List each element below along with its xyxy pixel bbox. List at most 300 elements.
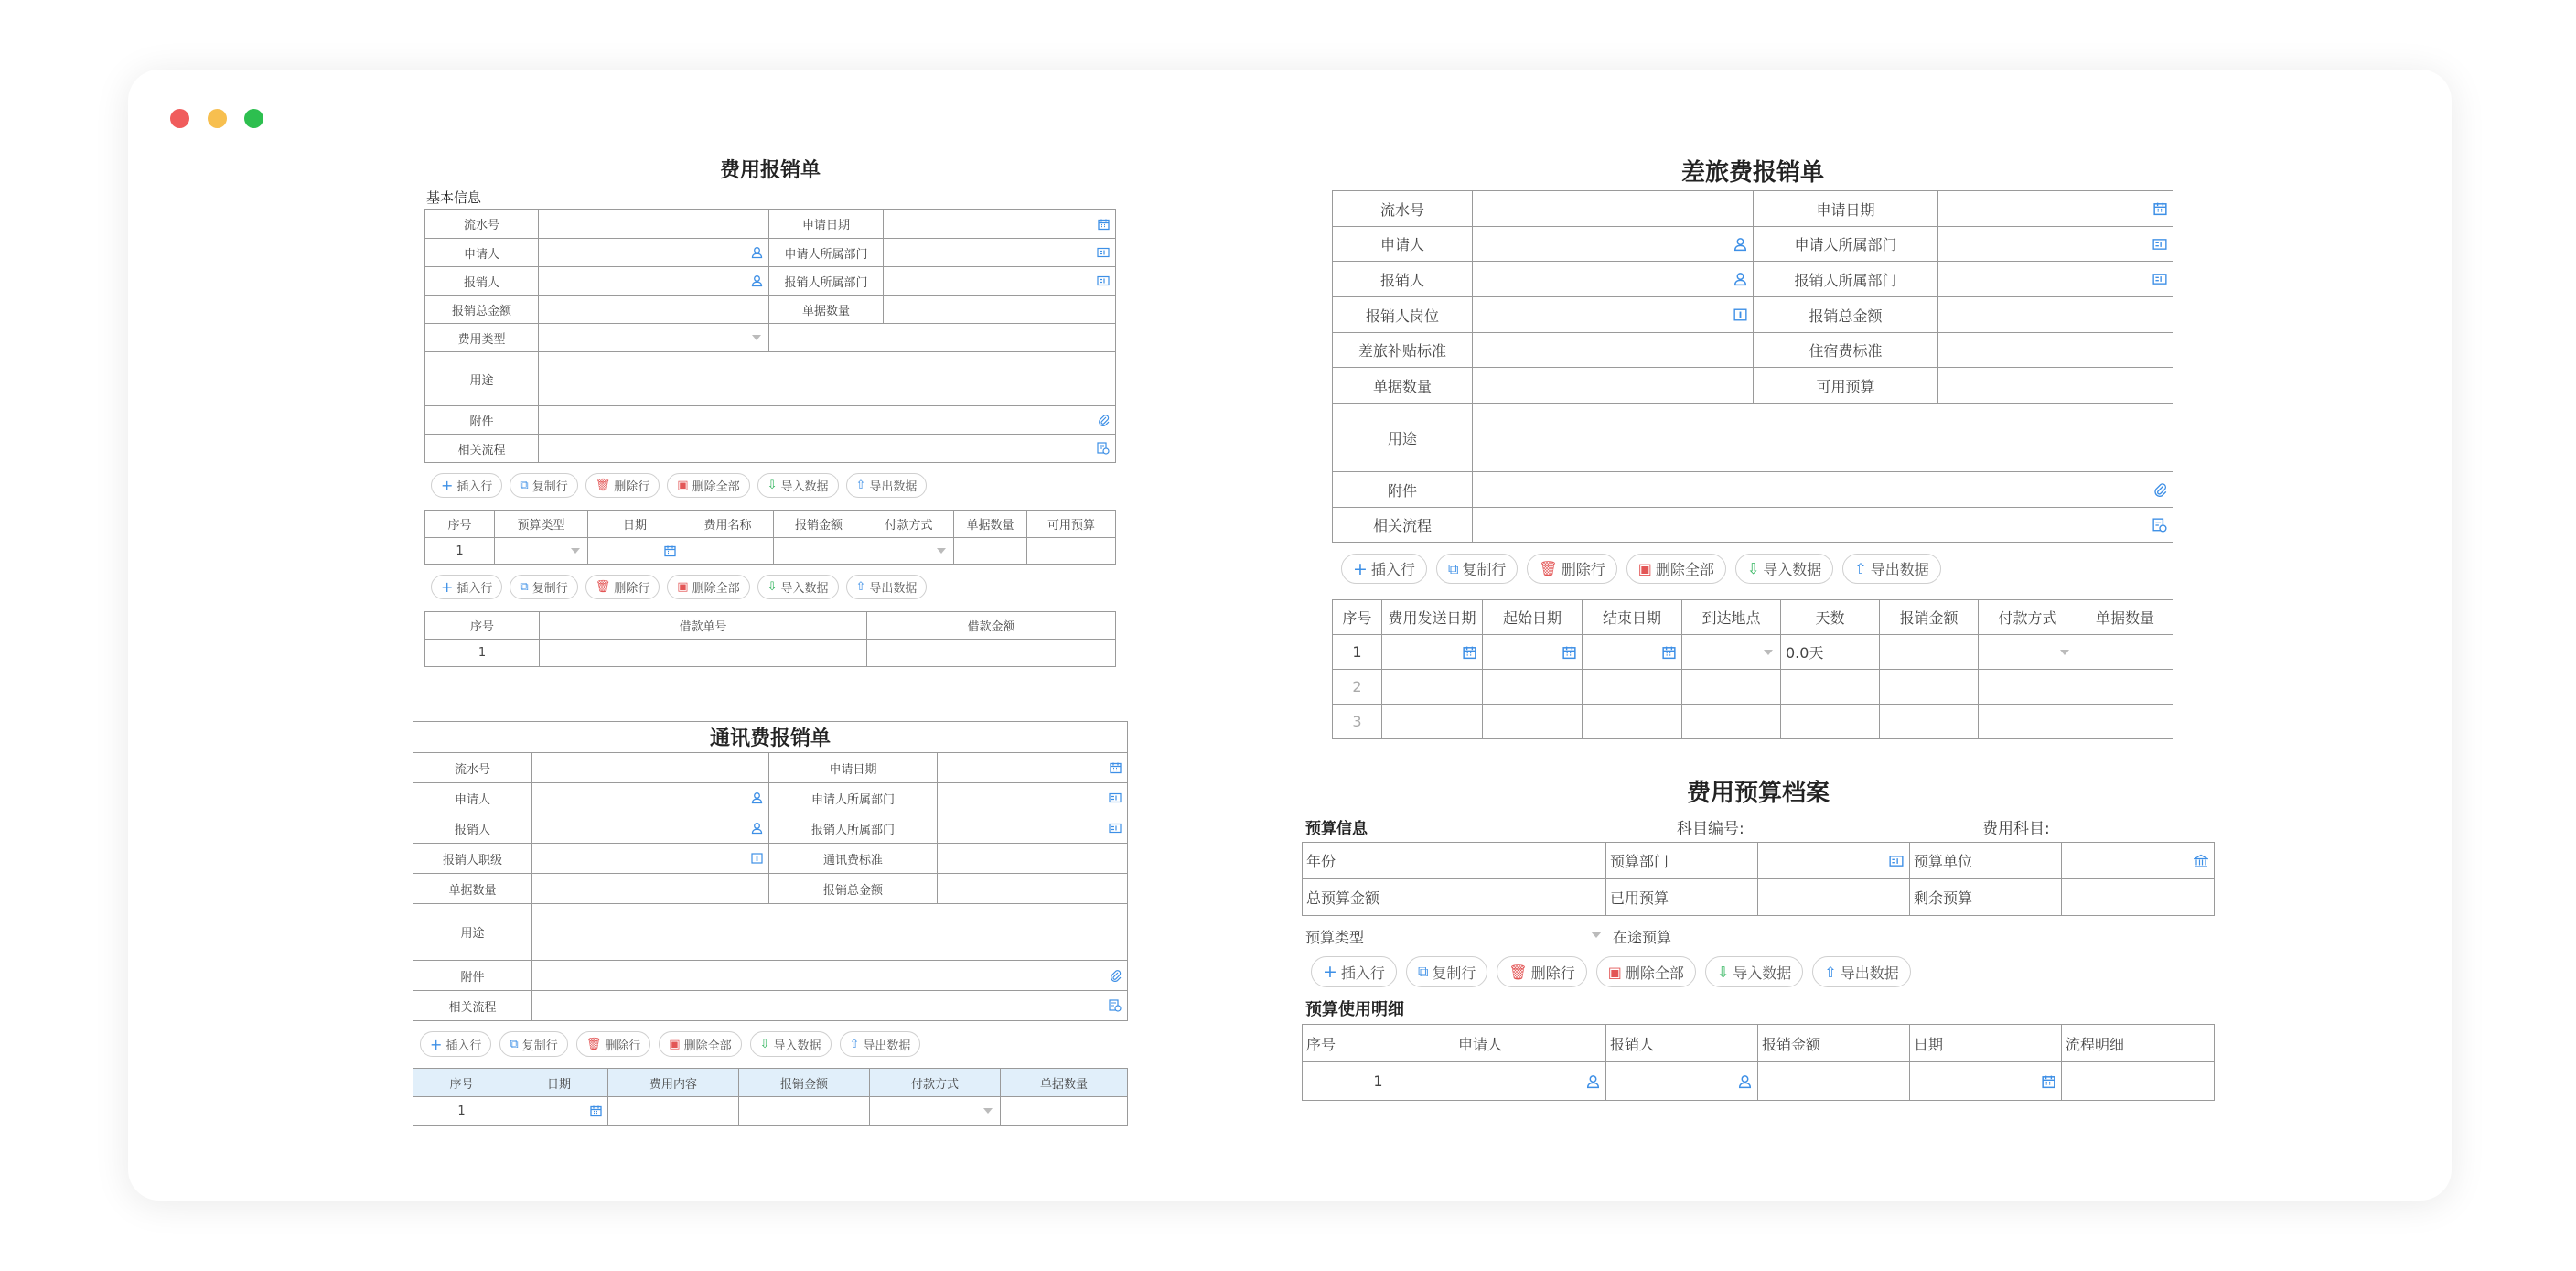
reimburser-field[interactable] (1473, 262, 1754, 297)
row-index: 2 (1333, 670, 1382, 705)
amount-cell[interactable] (1880, 635, 1979, 670)
label-in-transit: 在途预算 (1613, 929, 1672, 946)
expense-loan-table (424, 611, 1116, 667)
process-field[interactable] (539, 435, 1116, 463)
label-attachment: 附件 (1333, 472, 1473, 508)
col-header: 日期 (1910, 1025, 2062, 1062)
department-icon[interactable] (2152, 238, 2167, 250)
import-data-label: 导入数据 (773, 1039, 821, 1053)
table-row (1333, 635, 2174, 670)
end-date-cell[interactable] (1583, 635, 1682, 670)
user-icon[interactable] (751, 247, 763, 259)
chevron-down-icon[interactable] (937, 548, 946, 554)
col-header: 申请人 (1454, 1025, 1606, 1062)
cell[interactable] (1682, 670, 1781, 705)
label-purpose: 用途 (413, 904, 532, 961)
col-header: 序号 (413, 1069, 510, 1097)
import-data-button[interactable]: ⇩ 导入数据 (1735, 554, 1833, 584)
table-row (1303, 1062, 2215, 1101)
import-data-label: 导入数据 (780, 480, 829, 494)
expense-loan-toolbar (431, 575, 1116, 599)
paperclip-icon[interactable] (2153, 482, 2167, 497)
col-header: 单据数量 (954, 511, 1027, 538)
delete-all-button[interactable]: ▣ 删除全部 (659, 1031, 741, 1057)
delete-row-label: 删除行 (605, 1039, 641, 1053)
cell[interactable] (1781, 670, 1880, 705)
delete-all-label: 删除全部 (692, 480, 740, 494)
import-data-button[interactable]: ⇩ 导入数据 (757, 473, 839, 498)
label-applicant-dept: 申请人所属部门 (769, 239, 884, 267)
table-row (425, 640, 1116, 667)
cell[interactable] (1979, 705, 2077, 739)
budget-basic-table (1302, 842, 2215, 916)
allowance-field[interactable] (1473, 333, 1754, 368)
minimize-dot[interactable] (208, 109, 227, 128)
chevron-down-icon[interactable] (1764, 650, 1773, 655)
export-data-button[interactable]: ⇧ 导出数据 (1842, 554, 1940, 584)
copy-row-label: 复制行 (1462, 561, 1507, 578)
insert-row-button[interactable]: + 插入行 (1311, 956, 1397, 987)
calendar-icon[interactable] (1110, 762, 1122, 774)
calendar-icon[interactable] (1463, 645, 1476, 659)
export-data-label: 导出数据 (1870, 561, 1929, 578)
export-data-button[interactable]: ⇧ 导出数据 (840, 1031, 921, 1057)
label-applicant: 申请人 (1333, 227, 1473, 262)
label-process: 相关流程 (413, 991, 532, 1021)
copy-row-button[interactable]: ⧉ 复制行 (499, 1031, 567, 1057)
subject-no-label: 科目编号: (1677, 820, 1744, 838)
label-reimburser: 报销人 (425, 267, 539, 296)
calendar-icon[interactable] (1662, 645, 1676, 659)
calendar-icon[interactable] (664, 545, 676, 557)
calendar-icon[interactable] (1098, 218, 1110, 230)
row-index: 1 (425, 640, 540, 667)
doc-count-field[interactable] (884, 296, 1116, 324)
label-total: 报销总金额 (1754, 297, 1938, 333)
travel-form (1332, 156, 2174, 739)
fee-name-cell[interactable] (682, 538, 774, 565)
department-icon[interactable] (2152, 274, 2167, 285)
applicant-field[interactable] (1473, 227, 1754, 262)
label-purpose: 用途 (1333, 404, 1473, 472)
applicant-cell[interactable] (1454, 1062, 1606, 1101)
chevron-down-icon[interactable] (752, 335, 761, 340)
amount-cell[interactable] (739, 1097, 870, 1126)
date-cell[interactable] (588, 538, 682, 565)
process-field[interactable] (532, 991, 1128, 1021)
amount-cell[interactable] (774, 538, 864, 565)
department-icon[interactable] (1889, 855, 1904, 867)
col-header: 到达地点 (1682, 600, 1781, 635)
col-header: 报销人 (1606, 1025, 1758, 1062)
payment-select[interactable] (1979, 635, 2077, 670)
col-header: 序号 (1303, 1025, 1454, 1062)
table-row (1333, 705, 2174, 739)
unit-field[interactable] (2062, 843, 2215, 879)
loan-no-cell[interactable] (540, 640, 867, 667)
col-header: 报销金额 (1880, 600, 1979, 635)
applicant-dept-field[interactable] (1938, 227, 2174, 262)
payment-select[interactable] (864, 538, 954, 565)
row-index: 1 (413, 1097, 510, 1126)
attachment-field[interactable] (539, 406, 1116, 435)
remain-field[interactable] (2062, 879, 2215, 916)
date-cell[interactable] (510, 1097, 608, 1126)
budget-detail-toolbar (1311, 956, 2215, 987)
comm-detail-table (413, 1068, 1128, 1126)
available-budget-cell[interactable] (1027, 538, 1116, 565)
col-header: 费用名称 (682, 511, 774, 538)
applicant-field[interactable] (539, 239, 769, 267)
chevron-down-icon[interactable] (571, 548, 580, 554)
budget-type-select[interactable] (495, 538, 588, 565)
export-data-button[interactable]: ⇧ 导出数据 (846, 473, 928, 498)
col-header: 流程明细 (2062, 1025, 2215, 1062)
copy-row-label: 复制行 (521, 1039, 558, 1053)
used-field[interactable] (1758, 879, 1910, 916)
chevron-down-icon[interactable] (983, 1108, 993, 1114)
calendar-icon[interactable] (1562, 645, 1576, 659)
comm-title: 通讯费报销单 (413, 722, 1128, 753)
apply-date-field[interactable] (938, 753, 1128, 783)
days-cell[interactable]: 0.0天 (1781, 635, 1880, 670)
purpose-field[interactable] (532, 904, 1128, 961)
reimburser-cell[interactable] (1606, 1062, 1758, 1101)
budget-field[interactable] (1938, 368, 2174, 404)
insert-row-label: 插入行 (445, 1039, 482, 1053)
doc-count-cell[interactable] (1001, 1097, 1128, 1126)
col-header: 序号 (1333, 600, 1382, 635)
label-year: 年份 (1303, 843, 1454, 879)
copy-row-label: 复制行 (531, 480, 568, 494)
label-applicant-dept: 申请人所属部门 (1754, 227, 1938, 262)
col-header: 结束日期 (1583, 600, 1682, 635)
label-serial: 流水号 (425, 210, 539, 239)
department-icon[interactable] (1097, 276, 1110, 286)
import-data-label: 导入数据 (1733, 964, 1792, 982)
serial-field[interactable] (539, 210, 769, 239)
col-header: 借款单号 (540, 612, 867, 640)
import-data-button[interactable]: ⇩ 导入数据 (1705, 956, 1803, 987)
delete-all-button[interactable]: ▣ 删除全部 (1596, 956, 1696, 987)
col-header: 借款金额 (867, 612, 1116, 640)
position-field[interactable] (1473, 297, 1754, 333)
hotel-field[interactable] (1938, 333, 2174, 368)
total-field[interactable] (1454, 879, 1606, 916)
total-field[interactable] (1938, 297, 2174, 333)
label-apply-date: 申请日期 (1754, 191, 1938, 227)
fee-type-blank (769, 324, 1116, 352)
reimburser-dept-field[interactable] (938, 813, 1128, 844)
delete-all-button[interactable]: ▣ 删除全部 (667, 473, 749, 498)
paperclip-icon[interactable] (1110, 969, 1122, 982)
col-header: 费用内容 (608, 1069, 739, 1097)
insert-row-button[interactable]: + 插入行 (1341, 554, 1427, 584)
col-header: 日期 (510, 1069, 608, 1097)
export-data-label: 导出数据 (869, 480, 918, 494)
insert-row-button[interactable]: + 插入行 (431, 473, 502, 498)
copy-row-button[interactable]: ⧉ 复制行 (1436, 554, 1518, 584)
close-dot[interactable] (170, 109, 189, 128)
insert-row-button[interactable]: + 插入行 (420, 1031, 491, 1057)
label-dept: 预算部门 (1606, 843, 1758, 879)
label-attachment: 附件 (413, 961, 532, 991)
user-icon[interactable] (751, 792, 763, 804)
delete-row-button[interactable]: 🗑︎ 删除行 (576, 1031, 651, 1057)
calendar-icon[interactable] (590, 1105, 602, 1117)
label-purpose: 用途 (425, 352, 539, 406)
table-row (425, 538, 1116, 565)
label-unit: 预算单位 (1910, 843, 2062, 879)
user-icon[interactable] (1733, 237, 1747, 251)
label-applicant: 申请人 (425, 239, 539, 267)
applicant-dept-field[interactable] (938, 783, 1128, 813)
table-row (413, 1097, 1128, 1126)
cell[interactable] (2077, 705, 2174, 739)
travel-basic-table (1332, 190, 2174, 543)
delete-all-label: 删除全部 (1655, 561, 1714, 578)
process-icon[interactable] (1097, 442, 1110, 455)
label-applicant-dept: 申请人所属部门 (769, 783, 938, 813)
col-header: 费用发送日期 (1382, 600, 1483, 635)
chevron-down-icon[interactable] (1591, 932, 1602, 938)
col-header: 序号 (425, 612, 540, 640)
purpose-field[interactable] (1473, 404, 2174, 472)
chevron-down-icon[interactable] (2060, 650, 2069, 655)
budget-info-row (1302, 811, 2215, 842)
comm-form (413, 721, 1128, 1126)
col-header: 单据数量 (2077, 600, 2174, 635)
delete-row-label: 删除行 (1561, 561, 1605, 578)
rank-field[interactable] (532, 844, 769, 874)
reimburser-dept-field[interactable] (1938, 262, 2174, 297)
copy-row-button[interactable]: ⧉ 复制行 (1406, 956, 1487, 987)
copy-row-label: 复制行 (1432, 964, 1476, 982)
content-cell[interactable] (608, 1097, 739, 1126)
subject-label: 费用科目: (1982, 820, 2050, 838)
label-apply-date: 申请日期 (769, 753, 938, 783)
dept-field[interactable] (1758, 843, 1910, 879)
total-field[interactable] (938, 874, 1128, 904)
user-icon[interactable] (1738, 1074, 1752, 1088)
cell[interactable] (1979, 670, 2077, 705)
delete-row-label: 删除行 (614, 582, 650, 596)
col-header: 报销金额 (774, 511, 864, 538)
copy-row-button[interactable]: ⧉ 复制行 (510, 575, 577, 599)
insert-row-button[interactable]: + 插入行 (431, 575, 502, 599)
user-icon[interactable] (1586, 1074, 1600, 1088)
import-data-label: 导入数据 (780, 582, 829, 596)
label-hotel: 住宿费标准 (1754, 333, 1938, 368)
destination-select[interactable] (1682, 635, 1781, 670)
badge-icon[interactable] (1733, 308, 1747, 321)
travel-title: 差旅费报销单 (1680, 159, 1824, 187)
doc-count-field[interactable] (1473, 368, 1754, 404)
budget-form (1302, 776, 2215, 1101)
department-icon[interactable] (1109, 824, 1122, 834)
label-total: 报销总金额 (425, 296, 539, 324)
insert-row-label: 插入行 (1370, 561, 1415, 578)
payment-select[interactable] (870, 1097, 1001, 1126)
travel-detail-table (1332, 599, 2174, 739)
cell[interactable] (1382, 670, 1483, 705)
user-icon[interactable] (751, 823, 763, 835)
reimburser-dept-field[interactable] (884, 267, 1116, 296)
cell[interactable] (1382, 705, 1483, 739)
serial-field[interactable] (532, 753, 769, 783)
label-total: 总预算金额 (1303, 879, 1454, 916)
user-icon[interactable] (751, 275, 763, 287)
label-budget: 可用预算 (1754, 368, 1938, 404)
budget-title: 费用预算档案 (1686, 780, 1830, 807)
cell[interactable] (1583, 705, 1682, 739)
badge-icon[interactable] (751, 853, 763, 864)
label-position: 报销人岗位 (1333, 297, 1473, 333)
cell[interactable] (1880, 670, 1979, 705)
label-apply-date: 申请日期 (769, 210, 884, 239)
cell[interactable] (1880, 705, 1979, 739)
budget-detail-table (1302, 1024, 2215, 1101)
label-process: 相关流程 (425, 435, 539, 463)
table-row (1333, 670, 2174, 705)
label-rank: 报销人职级 (413, 844, 532, 874)
travel-detail-toolbar (1341, 554, 2174, 584)
delete-all-label: 删除全部 (1625, 964, 1684, 982)
export-data-label: 导出数据 (863, 1039, 911, 1053)
label-used: 已用预算 (1606, 879, 1758, 916)
export-data-label: 导出数据 (1840, 964, 1899, 982)
delete-row-label: 删除行 (614, 480, 650, 494)
process-detail-cell[interactable] (2062, 1062, 2215, 1101)
col-header: 报销金额 (739, 1069, 870, 1097)
budget-detail-title: 预算使用明细 (1305, 1000, 1404, 1019)
total-field[interactable] (539, 296, 769, 324)
delete-all-button[interactable]: ▣ 删除全部 (1626, 554, 1726, 584)
label-allowance: 差旅补贴标准 (1333, 333, 1473, 368)
delete-row-button[interactable]: 🗑︎ 删除行 (1497, 956, 1586, 987)
export-data-button[interactable]: ⇧ 导出数据 (846, 575, 928, 599)
process-field[interactable] (1473, 508, 2174, 543)
process-icon[interactable] (2152, 518, 2167, 533)
budget-type-row (1302, 916, 2215, 951)
department-icon[interactable] (1097, 248, 1110, 258)
purpose-field[interactable] (539, 352, 1116, 406)
import-data-label: 导入数据 (1763, 561, 1822, 578)
copy-row-button[interactable]: ⧉ 复制行 (510, 473, 577, 498)
label-doc-count: 单据数量 (1333, 368, 1473, 404)
label-budget-type: 预算类型 (1305, 929, 1365, 946)
apply-date-field[interactable] (1938, 191, 2174, 227)
delete-row-label: 删除行 (1530, 964, 1575, 982)
label-doc-count: 单据数量 (769, 296, 884, 324)
apply-date-field[interactable] (884, 210, 1116, 239)
date-cell[interactable] (1910, 1062, 2062, 1101)
cell[interactable] (1483, 705, 1583, 739)
row-index: 3 (1333, 705, 1382, 739)
calendar-icon[interactable] (2042, 1074, 2055, 1088)
delete-all-label: 删除全部 (683, 1039, 732, 1053)
cell[interactable] (1682, 705, 1781, 739)
col-header: 单据数量 (1001, 1069, 1128, 1097)
delete-all-button[interactable]: ▣ 删除全部 (667, 575, 749, 599)
applicant-field[interactable] (532, 783, 769, 813)
label-reimburser-dept: 报销人所属部门 (769, 813, 938, 844)
doc-count-cell[interactable] (2077, 635, 2174, 670)
label-applicant: 申请人 (413, 783, 532, 813)
bank-icon[interactable] (2194, 854, 2208, 867)
department-icon[interactable] (1109, 793, 1122, 803)
label-doc-count: 单据数量 (413, 874, 532, 904)
delete-row-button[interactable]: 🗑︎ 删除行 (585, 473, 660, 498)
row-index: 1 (1333, 635, 1382, 670)
loan-amount-cell[interactable] (867, 640, 1116, 667)
delete-row-button[interactable]: 🗑︎ 删除行 (585, 575, 660, 599)
import-data-button[interactable]: ⇩ 导入数据 (757, 575, 839, 599)
col-header: 付款方式 (870, 1069, 1001, 1097)
label-process: 相关流程 (1333, 508, 1473, 543)
cell[interactable] (2077, 670, 2174, 705)
comm-detail-toolbar (420, 1031, 1128, 1057)
label-attachment: 附件 (425, 406, 539, 435)
doc-count-field[interactable] (532, 874, 769, 904)
col-header: 日期 (588, 511, 682, 538)
maximize-dot[interactable] (244, 109, 263, 128)
insert-row-label: 插入行 (456, 480, 493, 494)
amount-cell[interactable] (1758, 1062, 1910, 1101)
cell[interactable] (1483, 670, 1583, 705)
label-remain: 剩余预算 (1910, 879, 2062, 916)
reimburser-field[interactable] (532, 813, 769, 844)
start-date-cell[interactable] (1483, 635, 1583, 670)
export-data-button[interactable]: ⇧ 导出数据 (1812, 956, 1910, 987)
col-header: 报销金额 (1758, 1025, 1910, 1062)
col-header: 序号 (425, 511, 495, 538)
expense-detail-table (424, 510, 1116, 565)
send-date-cell[interactable] (1382, 635, 1483, 670)
import-data-button[interactable]: ⇩ 导入数据 (750, 1031, 832, 1057)
expense-detail-toolbar (431, 473, 1116, 498)
budget-info-label: 预算信息 (1305, 820, 1368, 838)
expense-title: 费用报销单 (719, 159, 821, 182)
paperclip-icon[interactable] (1098, 414, 1110, 426)
applicant-dept-field[interactable] (884, 239, 1116, 267)
cell[interactable] (1781, 705, 1880, 739)
standard-field[interactable] (938, 844, 1128, 874)
copy-row-label: 复制行 (531, 582, 568, 596)
fee-type-select[interactable] (539, 324, 769, 352)
label-serial: 流水号 (1333, 191, 1473, 227)
insert-row-label: 插入行 (456, 582, 493, 596)
reimburser-field[interactable] (539, 267, 769, 296)
cell[interactable] (1583, 670, 1682, 705)
label-serial: 流水号 (413, 753, 532, 783)
serial-field[interactable] (1473, 191, 1754, 227)
label-standard: 通讯费标准 (769, 844, 938, 874)
col-header: 付款方式 (864, 511, 954, 538)
calendar-icon[interactable] (2153, 202, 2167, 216)
user-icon[interactable] (1733, 273, 1747, 286)
attachment-field[interactable] (1473, 472, 2174, 508)
doc-count-cell[interactable] (954, 538, 1027, 565)
label-fee-type: 费用类型 (425, 324, 539, 352)
col-header: 付款方式 (1979, 600, 2077, 635)
attachment-field[interactable] (532, 961, 1128, 991)
delete-row-button[interactable]: 🗑︎ 删除行 (1527, 554, 1616, 584)
year-field[interactable] (1454, 843, 1606, 879)
comm-basic-table (413, 721, 1128, 1021)
process-icon[interactable] (1109, 999, 1122, 1012)
label-reimburser: 报销人 (413, 813, 532, 844)
